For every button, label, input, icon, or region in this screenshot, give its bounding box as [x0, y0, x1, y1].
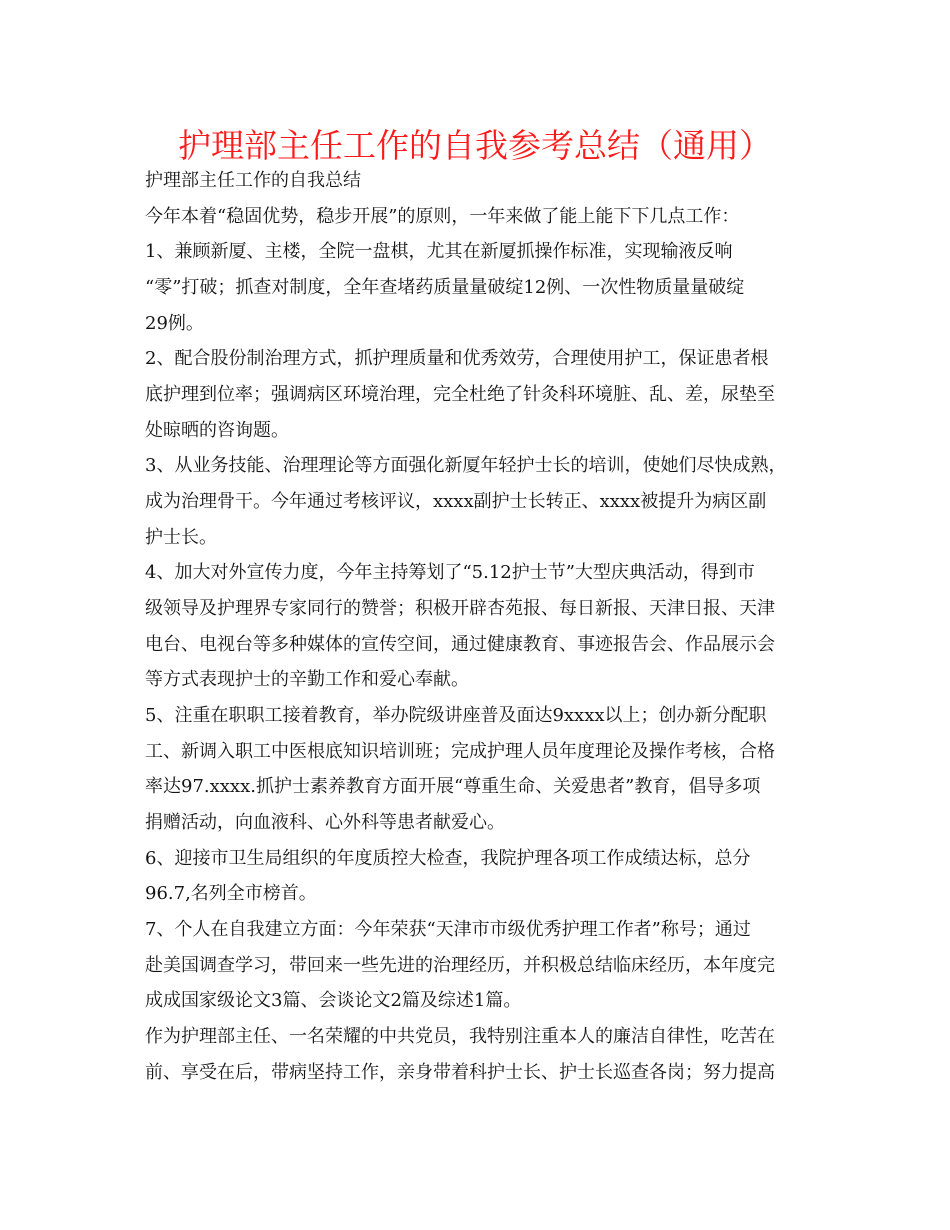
- body-line: 29例。: [145, 313, 204, 334]
- body-line: 等方式表现护士的辛勤工作和爱心奉献。: [145, 669, 469, 690]
- body-line: 护士长。: [145, 527, 217, 548]
- body-line: 级领导及护理界专家同行的赞誉；积极开辟杏苑报、每日新报、天津日报、天津: [145, 598, 775, 619]
- body-line: 4、加大对外宣传力度，今年主持筹划了“5.12护士节”大型庆典活动，得到市: [145, 562, 755, 583]
- body-line: 捐赠活动，向血液科、心外科等患者献爱心。: [145, 812, 505, 833]
- body-line: 7、个人在自我建立方面：今年荣获“天津市市级优秀护理工作者”称号；通过: [145, 919, 751, 940]
- body-line: 96.7,名列全市榜首。: [145, 883, 317, 904]
- body-line: 3、从业务技能、治理理论等方面强化新厦年轻护士长的培训，使她们尽快成熟，: [145, 455, 787, 476]
- body-line: 护理部主任工作的自我总结: [145, 170, 361, 191]
- body-line: 1、兼顾新厦、主楼，全院一盘棋，尤其在新厦抓操作标准，实现输液反响: [145, 241, 733, 262]
- body-line: “零”打破；抓查对制度，全年查堵药质量量破绽12例、一次性物质量量破绽: [145, 277, 745, 298]
- body-line: 赴美国调查学习，带回来一些先进的治理经历，并积极总结临床经历，本年度完: [145, 955, 775, 976]
- body-line: 电台、电视台等多种媒体的宣传空间，通过健康教育、事迹报告会、作品展示会: [145, 634, 775, 655]
- body-line: 工、新调入职工中医根底知识培训班；完成护理人员年度理论及操作考核，合格: [145, 741, 775, 762]
- body-line: 作为护理部主任、一名荣耀的中共党员，我特别注重本人的廉洁自律性，吃苦在: [145, 1026, 775, 1047]
- body-line: 成成国家级论文3篇、会谈论文2篇及综述1篇。: [145, 990, 522, 1011]
- body-line: 5、注重在职职工接着教育，举办院级讲座普及面达9xxxx以上；创办新分配职: [145, 705, 767, 726]
- body-line: 今年本着“稳固优势，稳步开展”的原则，一年来做了能上能下下几点工作：: [145, 206, 740, 227]
- body-line: 率达97.xxxx.抓护士素养教育方面开展“尊重生命、关爱患者”教育，倡导多项: [145, 776, 761, 797]
- body-line: 底护理到位率；强调病区环境治理，完全杜绝了针灸科环境脏、乱、差，尿垫至: [145, 384, 775, 405]
- page-title: 护理部主任工作的自我参考总结（通用）: [178, 126, 772, 165]
- body-line: 处晾晒的咨询题。: [145, 420, 289, 441]
- body-line: 成为治理骨干。今年通过考核评议，xxxx副护士长转正、xxxx被提升为病区副: [145, 491, 767, 512]
- body-line: 6、迎接市卫生局组织的年度质控大检查，我院护理各项工作成绩达标，总分: [145, 848, 751, 869]
- body-line: 前、享受在后，带病坚持工作，亲身带着科护士长、护士长巡查各岗；努力提高: [145, 1062, 775, 1083]
- body-line: 2、配合股份制治理方式，抓护理质量和优秀效劳，合理使用护工，保证患者根: [145, 348, 769, 369]
